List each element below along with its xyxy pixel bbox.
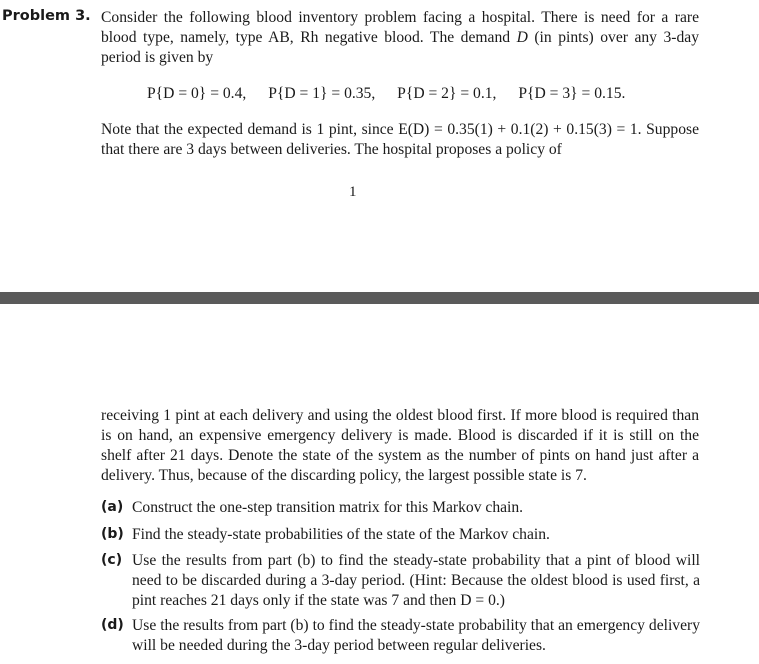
part-d-mark: (d) <box>101 617 124 633</box>
expected-demand-note: Note that the expected demand is 1 pint, since E(D) = 0.35(1) + 0.1(2) + 0.15(3) = 1. Suppose that there are 3 days between deliveries. The hospital proposes a policy of <box>101 121 699 158</box>
problem-continuation: receiving 1 pint at each delivery and using the oldest blood first. If more blood is required than is on hand, an expensive emergency delivery is made. Blood is discarded if it is still on the shelf after 21 days. Denote the state of the system as the number of pints on hand just after a delivery. Thus, because of the discarding policy, the largest possible state is 7. <box>101 407 699 484</box>
equation-p1: P{D = 1} = 0.35, <box>268 85 376 102</box>
problem-intro: Consider the following blood inventory problem facing a hospital. There is need for a rare blood type, namely, type AB, Rh negative blood. The demand D (in pints) over any 3-day period is given by <box>101 9 699 66</box>
equation-p0: P{D = 0} = 0.4, <box>147 85 247 102</box>
part-c-text: Use the results from part (b) to find the steady-state probability that a pint of blood will need to be discarded during a 3-day period. (Hint: Because the oldest blood is used first, a pint reaches 21 days only if the state was 7 and then D = 0.) <box>132 552 700 609</box>
part-b-text: Find the steady-state probabilities of the state of the Markov chain. <box>132 526 550 543</box>
equation-p3: P{D = 3} = 0.15. <box>518 85 626 102</box>
page-1 <box>0 0 759 292</box>
demand-distribution <box>147 85 643 103</box>
equation-p2: P{D = 2} = 0.1, <box>397 85 497 102</box>
page-separator <box>0 292 759 304</box>
problem-label: Problem 3. <box>2 8 91 24</box>
part-b-mark: (b) <box>101 526 124 542</box>
part-d-text: Use the results from part (b) to find the steady-state probability that an emergency delivery will be needed during the 3-day period between regular deliveries. <box>132 617 700 654</box>
page-number: 1 <box>349 184 357 200</box>
part-a-text: Construct the one-step transition matrix for this Markov chain. <box>132 499 524 516</box>
part-c-mark: (c) <box>101 552 123 568</box>
part-a-mark: (a) <box>101 499 124 515</box>
